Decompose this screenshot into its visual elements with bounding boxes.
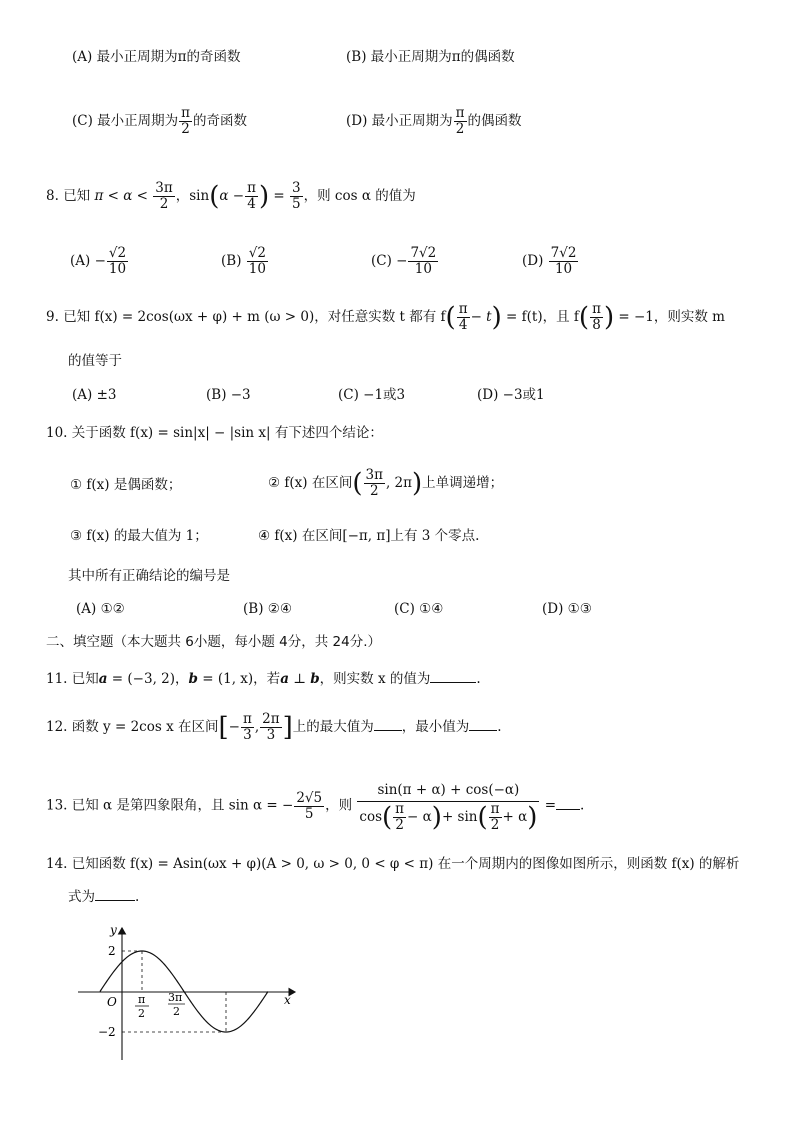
q9-part2: = f(t)，且 f [506, 309, 579, 325]
q7-c-tail: 的奇函数 [193, 113, 248, 129]
q10-s2-frac [364, 468, 385, 499]
q9-paren2-open: ( [578, 302, 590, 333]
q10-statement-4: ④ f(x) 在区间[−π, π]上有 3 个零点. [258, 528, 480, 544]
q13-num: 2√5 [296, 789, 323, 806]
q12-bracket-close: ] [282, 712, 293, 743]
q7-option-b: (B) 最小正周期为π的偶函数 [346, 49, 515, 65]
q11-vec-b: b [188, 671, 198, 687]
q8-c-num: 7√2 [410, 245, 437, 261]
q12-pi: π [242, 711, 252, 727]
q8-b-frac [247, 246, 268, 277]
q7-option-a: (A) 最小正周期为π的奇函数 [72, 49, 241, 65]
q11-a-val: = (−3, 2)， [107, 671, 189, 687]
q12: 12. 函数 y = 2cos x 在区间[− $\frac{\pi}{3}$ , $\frac{2\pi}{3}$ ]上的最大值为 ，最小值为 . [46, 711, 502, 743]
q9-stem [46, 302, 725, 333]
q8-c-frac [408, 246, 438, 277]
q7-c-text: (C) 最小正周期为 [72, 113, 179, 129]
q8-b-label: (B) [221, 253, 242, 269]
q12-minus: − [228, 719, 240, 735]
q11-answer-blank[interactable] [430, 670, 476, 683]
q13-pi2-a [393, 802, 406, 833]
q12-min-blank[interactable] [469, 718, 497, 731]
y-max-label: 2 [108, 944, 116, 958]
q13-answer-blank[interactable] [556, 797, 580, 810]
q8-tail: ，则 cos α 的值为 [303, 188, 416, 204]
q8-frac-pi-4 [245, 181, 258, 212]
q10-s2-paren-close: ) [412, 468, 423, 499]
q9-frac-pi-8 [590, 302, 603, 333]
q10-statement-3: ③ f(x) 的最大值为 1； [70, 528, 208, 544]
q10-s2-num: 3π [365, 467, 383, 483]
q11-vec-a-2: a [280, 671, 289, 687]
q8-frac-3-5 [290, 181, 303, 212]
q11-tail: ，则实数 x 的值为 [319, 671, 431, 687]
q8-b-num: √2 [248, 245, 266, 261]
q12-end: . [497, 719, 502, 735]
q9-paren2-close: ) [603, 302, 615, 333]
q10-s2-post: , 2π [385, 475, 413, 491]
q9-number: 9. [46, 309, 59, 325]
q9-option-a: (A) ±3 [72, 387, 117, 403]
q12-two-pi: 2π [262, 711, 280, 727]
q8-condition: π < α < [94, 188, 148, 204]
q8-d-num: 7√2 [550, 245, 577, 261]
q10-s2-pre: ② f(x) 在区间 [268, 475, 353, 491]
q8-option-d [522, 246, 579, 277]
q14-line2 [68, 888, 139, 906]
q12-mid2: ，最小值为 [401, 719, 470, 735]
q7-c-den: 2 [181, 121, 190, 137]
q10-statement-2 [268, 468, 503, 499]
q7-c-num: π [181, 105, 191, 121]
q11-vec-a: a [98, 671, 108, 687]
q11 [46, 670, 481, 688]
q9-four: 4 [458, 317, 468, 333]
q13 [46, 779, 584, 833]
q10-head: 10. 关于函数 f(x) = sin|x| − |sin x| 有下述四个结论： [46, 425, 383, 441]
q13-plus-sin: + sin [441, 809, 478, 825]
q8-three: 3 [292, 180, 301, 196]
q13-pre: 13. 已知 α 是第四象限角，且 sin α = − [46, 797, 294, 814]
q9-pi-a: π [458, 301, 468, 317]
x-tick-1-num: π [138, 993, 146, 1006]
q13-p2-close: ) [527, 802, 538, 833]
q14-end: . [135, 889, 140, 905]
q13-plus-alpha: + α [502, 809, 528, 825]
q9-eight: 8 [592, 317, 601, 333]
y-min-label: −2 [98, 1025, 116, 1039]
q8-lead: 已知 [63, 188, 91, 204]
q9-pi-b: π [592, 301, 601, 317]
q13-pi2-b [489, 802, 502, 833]
q8-d-den: 10 [554, 261, 573, 277]
q10-statement-1: ① f(x) 是偶函数； [70, 477, 182, 493]
x-tick-2-num: 3π [168, 991, 183, 1004]
q13-pi-a: π [395, 801, 405, 817]
q8-frac-den: 2 [159, 196, 169, 212]
q12-frac-pi-3 [241, 712, 254, 743]
q13-two-a: 2 [395, 817, 404, 833]
q13-mid: ，则 [325, 797, 353, 814]
q7-d-fraction [454, 106, 467, 137]
q8-d-frac [549, 246, 579, 277]
q13-cos: cos [359, 809, 383, 825]
q14-answer-blank[interactable] [95, 888, 135, 901]
q13-p2-open: ( [477, 802, 488, 833]
q8-option-c [371, 246, 439, 277]
q9-paren1-close: ) [491, 302, 502, 333]
q8-d-label: (D) [522, 253, 544, 269]
q10-option-c: (C) ①④ [394, 601, 444, 617]
q10-option-d: (D) ①③ [542, 601, 592, 617]
section-2-heading: 二、填空题（本大题共 6小题，每小题 4分，共 24分.） [46, 634, 382, 650]
q12-pre: 12. 函数 y = 2cos x 在区间 [46, 719, 219, 735]
q9-part3: = −1，则实数 m [618, 309, 725, 325]
q8-frac-3pi-2 [153, 181, 174, 212]
q13-den: 5 [304, 805, 314, 822]
q9-paren1-open: ( [445, 302, 456, 333]
q8-a-den: 10 [108, 261, 127, 277]
q8-paren-open: ( [209, 181, 220, 212]
x-tick-2-den: 2 [173, 1005, 180, 1018]
q9-option-b: (B) −3 [206, 387, 251, 403]
q12-mid: 上的最大值为 [292, 719, 374, 735]
q8-a-frac [107, 246, 128, 277]
q11-end: . [476, 671, 481, 687]
q8-frac-num: 3π [155, 180, 173, 196]
q13-pi-b: π [490, 801, 500, 817]
q13-minus-alpha: − α [407, 809, 432, 825]
q7-c-fraction [179, 106, 192, 137]
q7-option-d [346, 106, 522, 137]
q11-vec-b-2: b [310, 671, 320, 687]
q12-bracket-open: [ [218, 712, 229, 743]
q8-paren-close: ) [258, 181, 270, 212]
q13-two-b: 2 [490, 817, 500, 833]
q7-option-c [72, 106, 247, 137]
q11-perp: ⊥ [288, 671, 311, 687]
q10-s2-paren-open: ( [352, 468, 363, 499]
q8-option-b [221, 246, 269, 277]
q14-line2-pre: 式为 [68, 889, 95, 905]
q10-s2-den: 2 [369, 483, 379, 499]
q8-stem [46, 181, 416, 212]
q9-frac-pi-4 [457, 302, 470, 333]
q13-denominator [357, 802, 539, 833]
y-axis-label: y [110, 923, 117, 937]
q13-p1-open: ( [382, 802, 393, 833]
q8-five: 5 [292, 196, 301, 212]
q8-four: 4 [247, 196, 256, 212]
q13-frac-sin [294, 791, 324, 822]
q8-pi: π [247, 180, 256, 196]
q8-sin: ，sin [175, 188, 210, 204]
q8-a-num: √2 [108, 245, 127, 261]
q8-alpha-minus: α − [219, 188, 245, 204]
x-tick-1-den: 2 [138, 1007, 145, 1020]
q8-a-label: (A) − [70, 253, 106, 269]
q13-numerator: sin(π + α) + cos(−α) [357, 779, 539, 802]
q13-p1-close: ) [431, 802, 442, 833]
q12-three-b: 3 [266, 727, 276, 743]
q13-eq: = [544, 797, 557, 814]
q13-end: . [580, 797, 585, 814]
q8-eq: = [273, 188, 285, 204]
q9-option-c: (C) −1或3 [338, 387, 406, 403]
origin-label: O [107, 995, 117, 1009]
q8-b-den: 10 [248, 261, 266, 277]
q10-option-b: (B) ②④ [243, 601, 292, 617]
q9-part1: 已知 f(x) = 2cos(ωx + φ) + m (ω > 0)，对任意实数 t 都有 f [63, 309, 446, 325]
q11-b-val: = (1, x)，若 [197, 671, 281, 687]
q8-c-den: 10 [414, 261, 432, 277]
q8-option-a [70, 246, 129, 277]
q7-d-den: 2 [455, 121, 465, 137]
q12-max-blank[interactable] [374, 718, 402, 731]
x-axis-label: x [284, 993, 291, 1007]
q8-c-label: (C) − [371, 253, 408, 269]
q12-three-a: 3 [243, 727, 252, 743]
q7-d-tail: 的偶函数 [467, 113, 522, 129]
q9-line2: 的值等于 [68, 353, 122, 369]
q9-option-d: (D) −3或1 [477, 387, 545, 403]
q10-ask: 其中所有正确结论的编号是 [68, 568, 230, 584]
q11-pre: 11. 已知 [46, 671, 99, 687]
q10-option-a: (A) ①② [76, 601, 125, 617]
q13-big-fraction [357, 779, 539, 833]
q9-minus-t: − t [470, 309, 492, 325]
q14-line1: 14. 已知函数 f(x) = Asin(ωx + φ)(A > 0, ω > 0, 0 < φ < π) 在一个周期内的图像如图所示，则函数 f(x) 的解析 [46, 856, 740, 872]
q7-d-text: (D) 最小正周期为 [346, 113, 453, 129]
q8-number: 8. [46, 188, 59, 204]
q10-s2-tail: 上单调递增； [422, 475, 504, 491]
sine-graph [70, 920, 310, 1070]
q7-d-num: π [455, 105, 465, 121]
q12-frac-2pi-3 [260, 712, 281, 743]
